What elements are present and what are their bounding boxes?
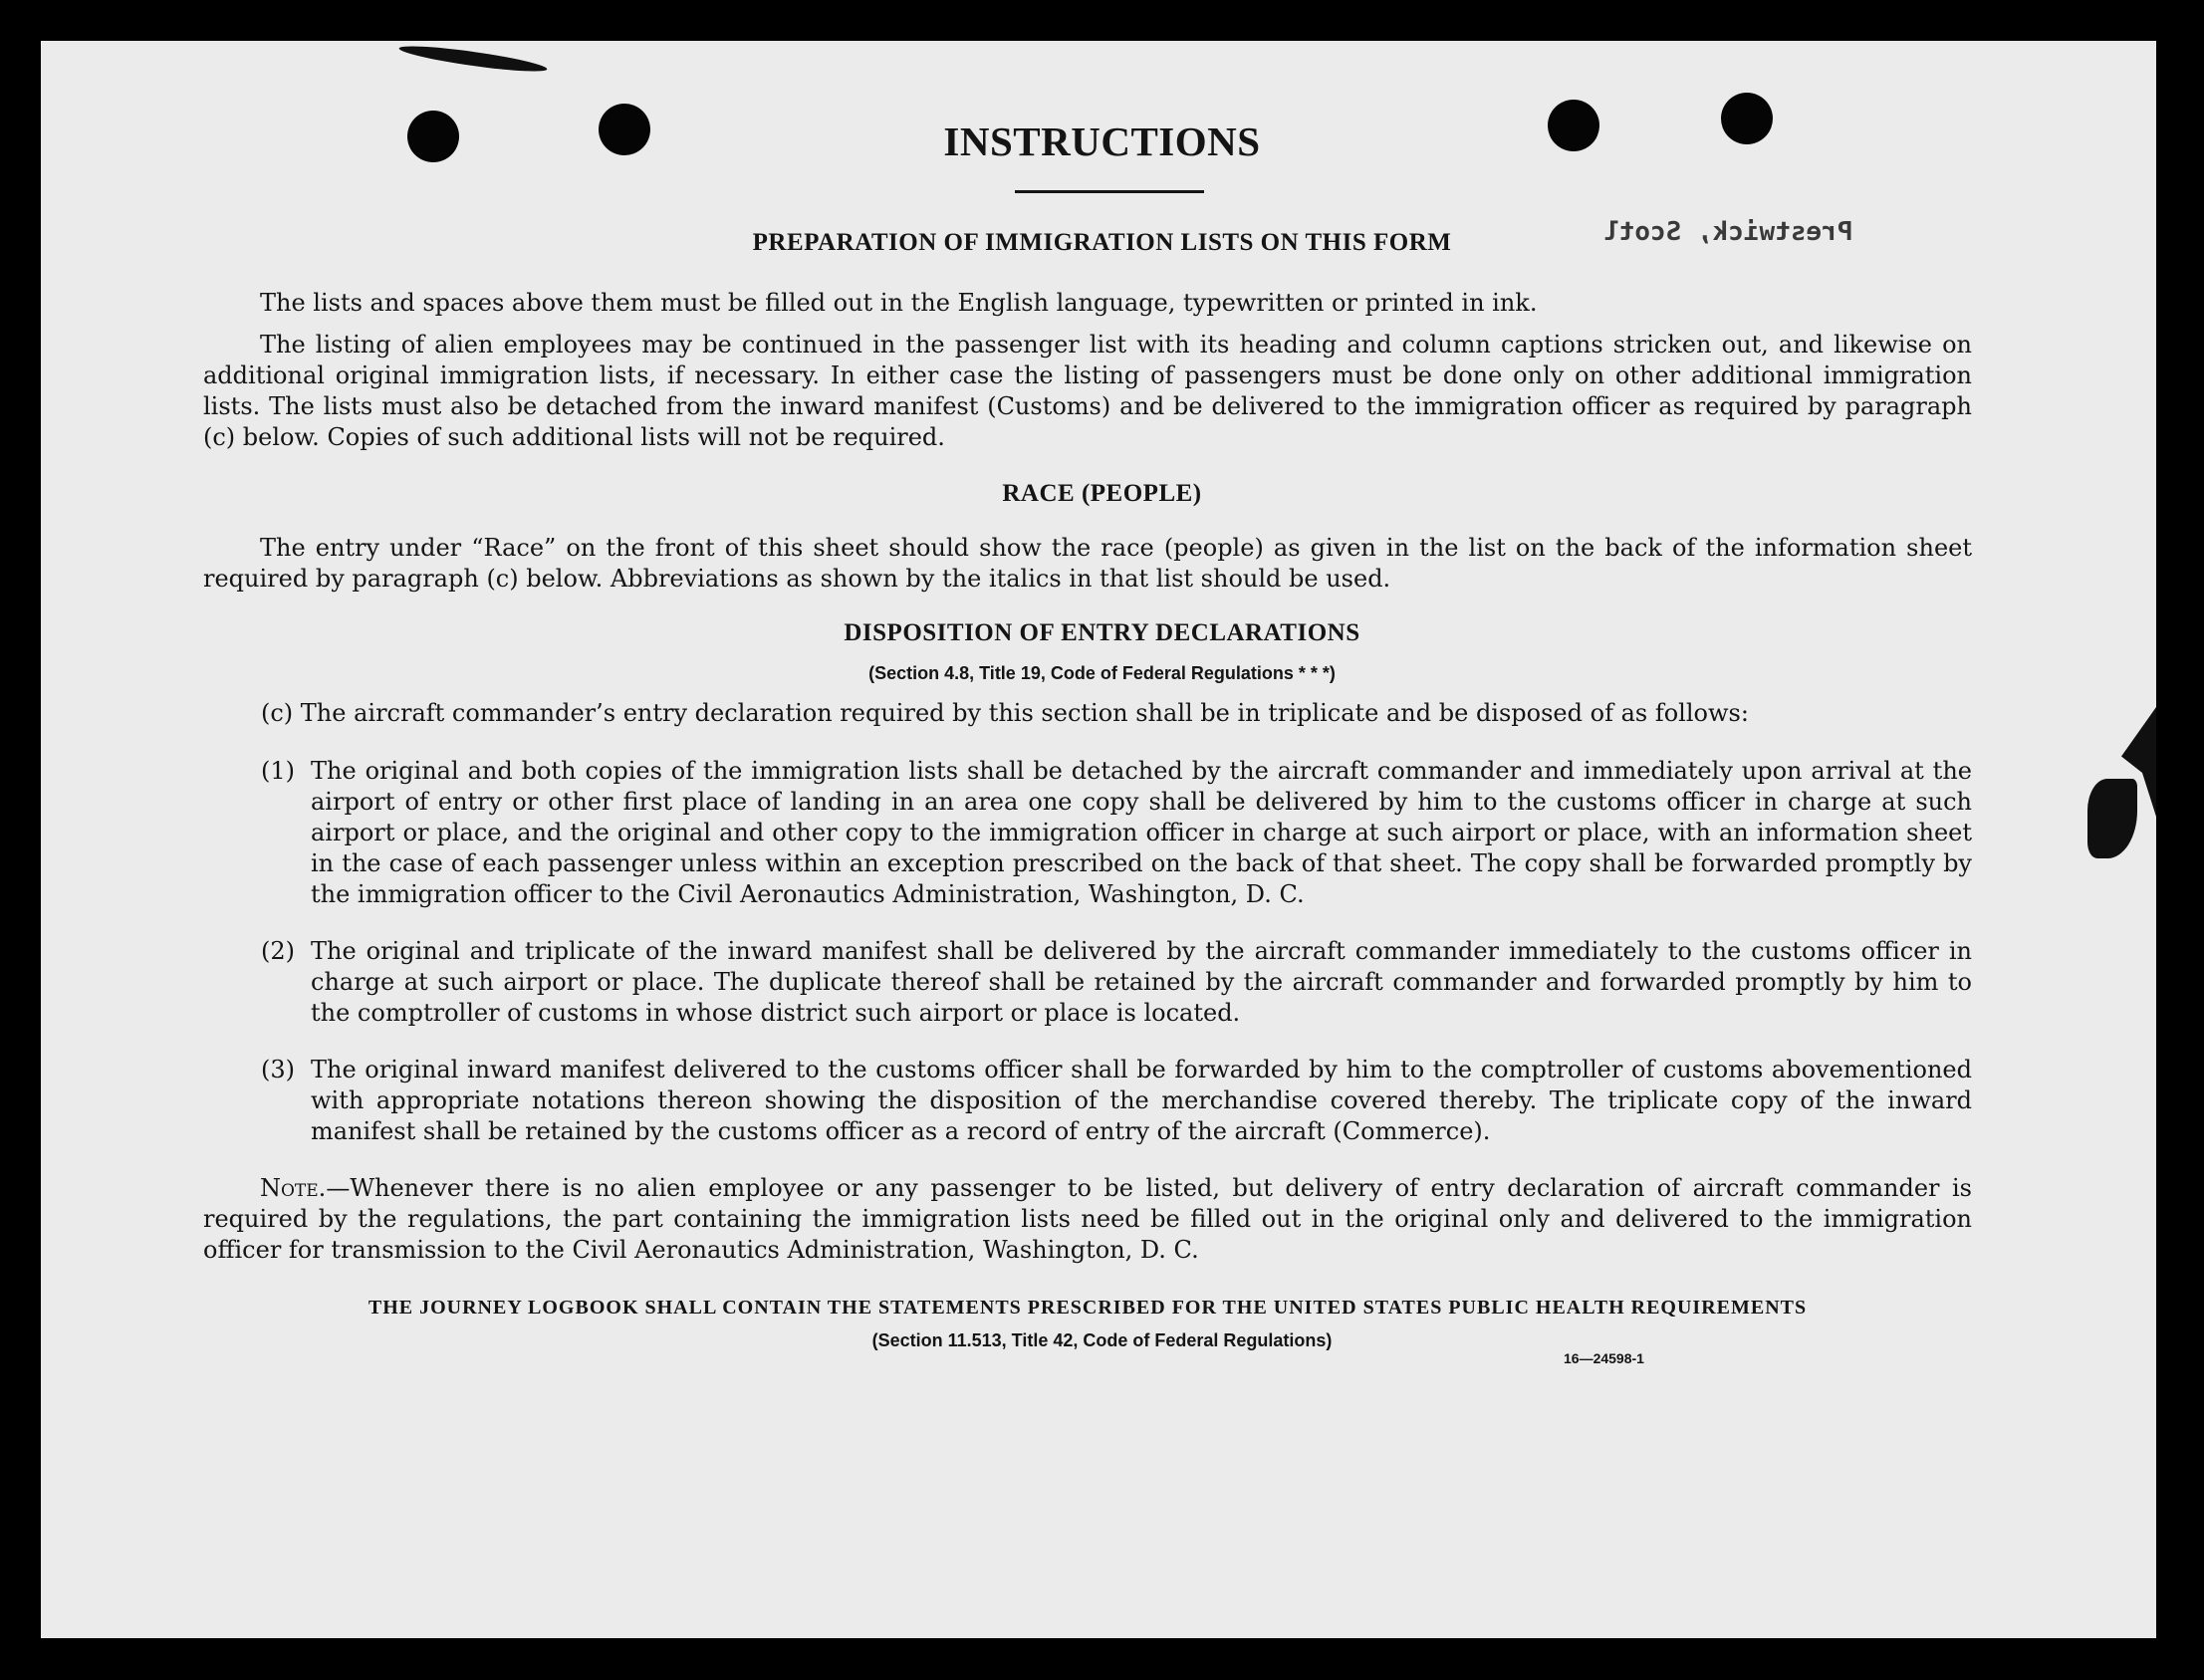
item-number: (2) bbox=[261, 937, 295, 965]
preparation-heading: PREPARATION OF IMMIGRATION LISTS ON THIS FORM bbox=[752, 229, 1452, 256]
item-text: The original and both copies of the immigration lists shall be detached by the aircraft commander and immediately upon arrival at the airport of entry or other first place of landing in an area one copy shall be delivered by him to the customs officer in charge at such airport or place, and the original and other copy to the immigration officer in charge at such airport or place, with an information sheet in the case of each passenger unless within an exception prescribed on the back of that sheet. The copy shall be forwarded promptly by the immigration officer to the Civil Aeronautics Administration, Washington, D. C. bbox=[311, 757, 1972, 908]
disposition-item-3 bbox=[261, 1055, 1972, 1147]
title-underline bbox=[1015, 190, 1204, 193]
reversed-stamp-text: Prestwick, Scotl bbox=[1603, 217, 1853, 247]
clause-c: (c) The aircraft commander’s entry declaration required by this section shall be in triplicate and be disposed of as follows: bbox=[261, 699, 1749, 727]
disposition-subheading: (Section 4.8, Title 19, Code of Federal Regulations * * *) bbox=[868, 663, 1336, 683]
page-title: INSTRUCTIONS bbox=[943, 119, 1261, 164]
race-heading: RACE (PEOPLE) bbox=[1002, 480, 1202, 507]
note-paragraph bbox=[203, 1173, 1972, 1266]
disposition-item-2 bbox=[261, 936, 1972, 1029]
disposition-item-1 bbox=[261, 756, 1972, 910]
item-number: (3) bbox=[261, 1056, 295, 1083]
form-number: 16—24598-1 bbox=[1564, 1350, 1644, 1366]
preparation-paragraph-1: The lists and spaces above them must be filled out in the English language, typewritten or printed in ink. bbox=[260, 289, 1538, 317]
item-number: (1) bbox=[261, 757, 295, 785]
item-text: The original inward manifest delivered to the customs officer shall be forwarded by him to the comptroller of customs abovementioned with appropriate notations thereon showing the disposition of the merchandise covered thereby. The triplicate copy of the inward manifest shall be retained by the customs officer as a record of entry of the aircraft (Commerce). bbox=[311, 1056, 1972, 1145]
note-label: Note. bbox=[260, 1174, 327, 1202]
race-paragraph: The entry under “Race” on the front of this sheet should show the race (people) as given in the list on the back of the information sheet required by paragraph (c) below. Abbreviations as shown by the italics in that list should be used. bbox=[203, 534, 1972, 593]
public-health-line: THE JOURNEY LOGBOOK SHALL CONTAIN THE STATEMENTS PRESCRIBED FOR THE UNITED STATES PUBLIC HEALTH REQUIREMENTS bbox=[367, 1297, 1808, 1319]
note-text: —Whenever there is no alien employee or any passenger to be listed, but delivery of entry declaration of aircraft commander is required by the regulations, the part containing the immigration lists need be filled out in the original only and delivered to the immigration officer for transmission to the Civil Aeronautics Administration, Washington, D. C. bbox=[203, 1174, 1972, 1264]
item-text: The original and triplicate of the inward manifest shall be delivered by the aircraft commander immediately to the customs officer in charge at such airport or place. The duplicate thereof shall be retained by the aircraft commander and forwarded promptly by him to the comptroller of customs in whose district such airport or place is located. bbox=[311, 937, 1972, 1027]
disposition-heading: DISPOSITION OF ENTRY DECLARATIONS bbox=[844, 619, 1360, 646]
public-health-subline: (Section 11.513, Title 42, Code of Federal Regulations) bbox=[871, 1330, 1333, 1350]
preparation-paragraph-2: The listing of alien employees may be continued in the passenger list with its heading and column captions stricken out, and likewise on additional original immigration lists, if necessary. In either case the listing of passengers must be done only on other additional immigration lists. The lists must also be detached from the inward manifest (Customs) and be delivered to the immigration officer as required by paragraph (c) below. Copies of such additional lists will not be required. bbox=[203, 331, 1972, 451]
